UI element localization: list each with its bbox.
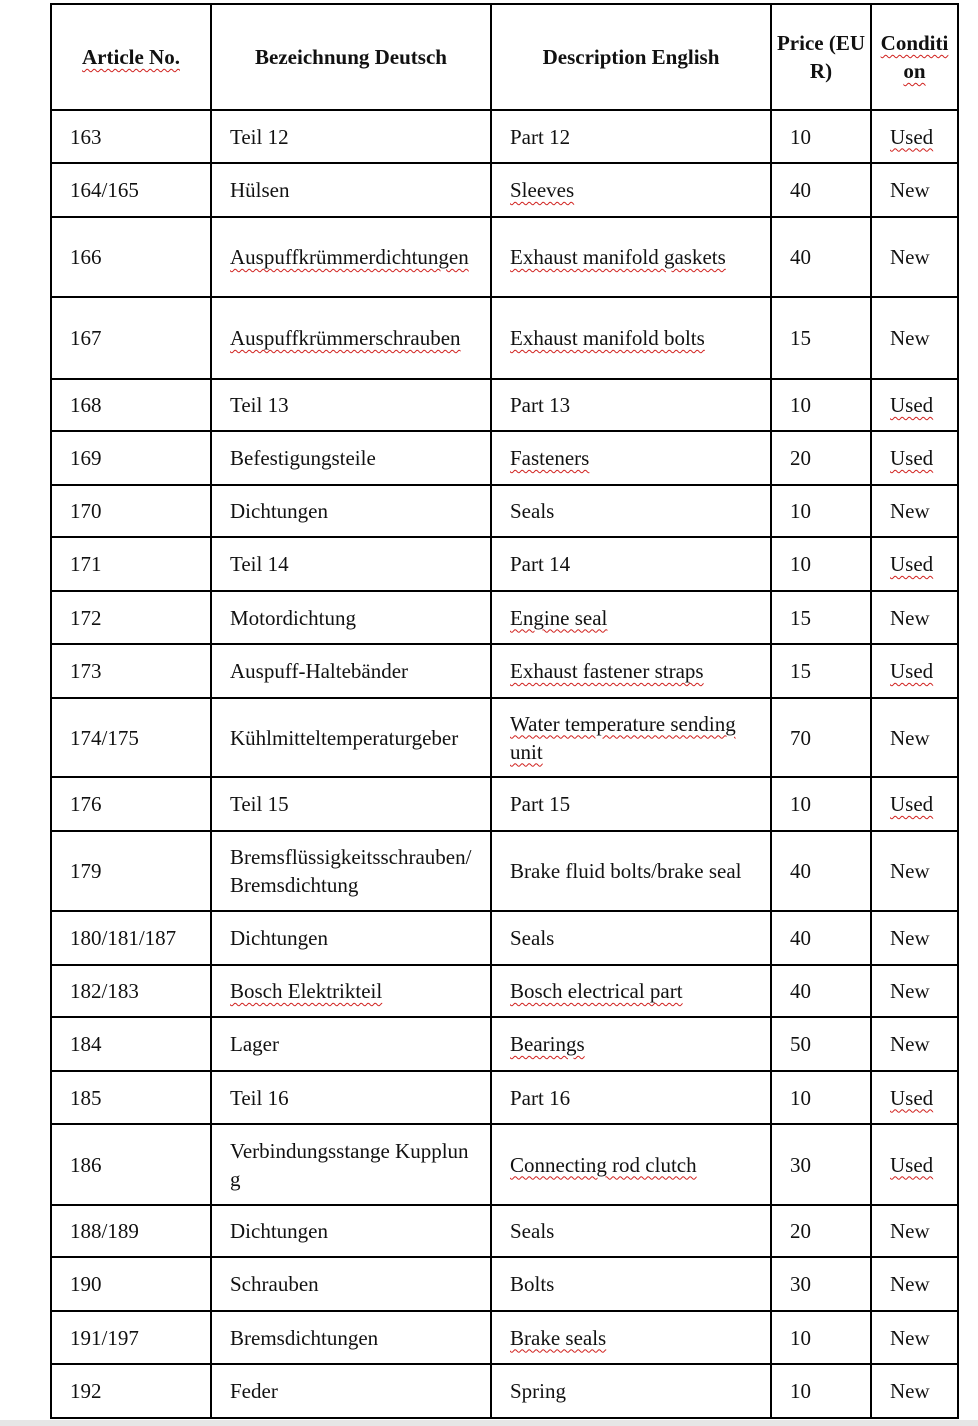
cell-german-description [211,297,491,379]
cell-english-description [491,777,771,831]
cell-price-text: 20 [790,446,811,470]
cell-article-no [51,1124,211,1205]
cell-price-text: 40 [790,178,811,202]
cell-german-description [211,1257,491,1311]
cell-english-description-text: Exhaust fastener straps [510,659,704,683]
cell-german-description-text: Bremsflüssigkeitsschrauben/Bremsdichtung [230,845,472,897]
cell-price [771,1017,871,1071]
cell-english-description [491,163,771,217]
table-row [51,431,958,485]
cell-german-description-text: Feder [230,1379,278,1403]
cell-english-description-text: Seals [510,499,555,523]
table-row [51,777,958,831]
cell-price-text: 10 [790,124,811,149]
cell-german-description [211,379,491,431]
cell-english-description-text: Part 13 [510,393,571,417]
table-header [51,4,958,110]
cell-price-text: 15 [790,605,811,630]
table-body [51,110,958,1418]
cell-condition [871,698,958,777]
cell-condition-text: Used [890,124,934,149]
cell-article-no [51,644,211,698]
cell-article-no-text: 192 [70,1379,102,1403]
cell-english-description-text: Spring [510,1379,567,1403]
cell-article-no [51,217,211,297]
cell-article-no-text: 168 [70,393,102,417]
cell-german-description-text: Bremsdichtungen [230,1325,379,1350]
cell-german-description-text: Verbindungsstange Kupplung [230,1138,469,1191]
table-row [51,297,958,379]
cell-price [771,297,871,379]
cell-condition-text: New [890,926,930,950]
cell-german-description-text: Dichtungen [230,1219,328,1243]
cell-condition-text: New [890,979,930,1003]
cell-condition [871,1124,958,1205]
cell-article-no-text: 190 [70,1272,102,1296]
cell-english-description [491,217,771,297]
cell-english-description [491,1071,771,1124]
cell-article-no-text: 169 [70,446,102,470]
cell-article-no-text: 191/197 [70,1325,139,1350]
cell-english-description [491,379,771,431]
page-bottom-edge [0,1420,978,1426]
cell-article-no-text: 172 [70,605,102,630]
cell-price-text: 70 [790,725,811,750]
cell-article-no-text: 163 [70,124,102,149]
cell-english-description [491,431,771,485]
table-row [51,644,958,698]
cell-price-text: 50 [790,1032,811,1056]
cell-condition-text: New [890,1219,930,1243]
cell-german-description [211,217,491,297]
cell-article-no [51,110,211,163]
cell-german-description [211,1017,491,1071]
cell-english-description [491,1257,771,1311]
cell-article-no-text: 180/181/187 [70,926,177,950]
cell-price-text: 10 [790,1379,811,1403]
cell-english-description-text: Bearings [510,1032,585,1056]
cell-english-description-text: Bolts [510,1272,555,1296]
cell-price [771,485,871,537]
cell-german-description [211,1364,491,1418]
cell-condition [871,1071,958,1124]
cell-article-no-text: 184 [70,1032,102,1056]
cell-price [771,431,871,485]
cell-german-description-text: Motordichtung [230,605,356,630]
cell-price [771,1205,871,1257]
header-condition: Condition [871,4,958,110]
cell-condition-text: New [890,178,930,202]
cell-condition-text: New [890,1272,930,1296]
cell-german-description [211,163,491,217]
cell-english-description [491,1124,771,1205]
cell-condition [871,379,958,431]
cell-article-no [51,537,211,591]
table-row [51,1017,958,1071]
cell-english-description [491,644,771,698]
cell-article-no-text: 179 [70,859,102,883]
header-row [51,4,958,110]
cell-condition [871,591,958,644]
cell-german-description-text: Teil 16 [230,1085,289,1110]
cell-price [771,379,871,431]
cell-condition [871,831,958,911]
cell-condition-text: New [890,1379,930,1403]
table-row [51,163,958,217]
cell-article-no-text: 182/183 [70,979,139,1003]
cell-german-description [211,485,491,537]
cell-price [771,591,871,644]
cell-condition [871,110,958,163]
cell-article-no-text: 186 [70,1152,102,1177]
cell-english-description [491,297,771,379]
cell-condition [871,485,958,537]
cell-german-description [211,777,491,831]
cell-english-description-text: Part 12 [510,124,571,149]
table-row [51,1364,958,1418]
cell-article-no-text: 185 [70,1085,102,1110]
cell-german-description [211,431,491,485]
cell-price-text: 10 [790,552,811,576]
cell-condition [871,1311,958,1364]
cell-article-no-text: 174/175 [70,725,139,750]
cell-article-no [51,698,211,777]
cell-article-no [51,163,211,217]
cell-condition [871,1364,958,1418]
cell-english-description-text: Brake seals [510,1325,607,1350]
table-row [51,965,958,1017]
cell-price-text: 40 [790,859,811,883]
cell-condition-text: Used [890,446,934,470]
cell-article-no [51,1311,211,1364]
cell-german-description-text: Dichtungen [230,926,328,950]
cell-article-no-text: 173 [70,659,102,683]
cell-german-description-text: Auspuffkrümmerschrauben [230,326,461,350]
cell-article-no [51,965,211,1017]
cell-english-description [491,1364,771,1418]
cell-english-description [491,537,771,591]
cell-price-text: 40 [790,979,811,1003]
cell-german-description [211,965,491,1017]
cell-condition-text: Used [890,792,934,816]
cell-german-description [211,831,491,911]
cell-condition [871,217,958,297]
cell-price-text: 10 [790,1085,811,1110]
cell-condition-text: Used [890,552,934,576]
cell-price [771,163,871,217]
cell-price [771,1364,871,1418]
cell-condition-text: New [890,1325,930,1350]
cell-condition-text: New [890,1032,930,1056]
cell-article-no [51,1364,211,1418]
cell-english-description-text: Bosch electrical part [510,979,683,1003]
cell-price-text: 40 [790,245,811,269]
cell-price-text: 15 [790,659,811,683]
table-row [51,217,958,297]
cell-german-description-text: Befestigungsteile [230,446,376,470]
cell-german-description-text: Lager [230,1032,279,1056]
table-row [51,911,958,965]
cell-price [771,644,871,698]
table-row [51,379,958,431]
cell-article-no [51,1017,211,1071]
cell-article-no [51,379,211,431]
cell-condition [871,1205,958,1257]
cell-article-no-text: 167 [70,326,102,350]
cell-article-no [51,431,211,485]
table-row [51,591,958,644]
cell-price [771,965,871,1017]
cell-article-no [51,297,211,379]
cell-condition-text: New [890,245,930,269]
cell-english-description [491,831,771,911]
cell-german-description-text: Schrauben [230,1272,319,1296]
table-row [51,485,958,537]
cell-price-text: 10 [790,499,811,523]
cell-article-no [51,777,211,831]
table-row [51,110,958,163]
cell-condition [871,911,958,965]
cell-english-description [491,591,771,644]
cell-article-no [51,591,211,644]
cell-german-description-text: Kühlmitteltemperaturgeber [230,725,459,750]
cell-german-description-text: Teil 12 [230,124,289,149]
table-row [51,1124,958,1205]
cell-english-description-text: Fasteners [510,446,590,470]
cell-english-description [491,1017,771,1071]
cell-german-description-text: Teil 15 [230,792,289,816]
table-row [51,831,958,911]
cell-price [771,831,871,911]
cell-condition [871,163,958,217]
cell-condition [871,1257,958,1311]
cell-article-no [51,1205,211,1257]
cell-article-no [51,911,211,965]
cell-article-no [51,1257,211,1311]
cell-price-text: 30 [790,1152,811,1177]
table-row [51,698,958,777]
cell-english-description-text: Seals [510,1219,555,1243]
cell-condition-text: Used [890,1152,934,1177]
table-row [51,1205,958,1257]
cell-english-description [491,911,771,965]
cell-price-text: 30 [790,1272,811,1296]
cell-condition [871,777,958,831]
cell-article-no-text: 164/165 [70,178,139,202]
cell-condition-text: Used [890,659,934,683]
cell-german-description [211,698,491,777]
table-row [51,1311,958,1364]
cell-condition-text: Used [890,1085,934,1110]
cell-condition-text: New [890,605,930,630]
cell-article-no [51,485,211,537]
cell-condition-text: New [890,725,930,750]
cell-english-description-text: Exhaust manifold bolts [510,326,705,350]
cell-english-description-text: Exhaust manifold gaskets [510,245,726,269]
cell-german-description-text: Auspuff-Haltebänder [230,659,409,683]
cell-english-description [491,485,771,537]
cell-price-text: 15 [790,326,811,350]
parts-table [50,3,959,1419]
cell-condition-text: Used [890,393,934,417]
cell-price [771,537,871,591]
cell-price-text: 20 [790,1219,811,1243]
cell-article-no-text: 166 [70,245,102,269]
cell-german-description [211,1124,491,1205]
cell-article-no [51,1071,211,1124]
cell-condition [871,297,958,379]
cell-german-description [211,110,491,163]
cell-price [771,1071,871,1124]
cell-condition [871,644,958,698]
cell-condition-text: New [890,326,930,350]
cell-german-description-text: Teil 14 [230,552,289,576]
cell-german-description-text: Auspuffkrümmerdichtungen [230,245,469,269]
cell-english-description [491,698,771,777]
cell-german-description [211,591,491,644]
cell-english-description-text: Seals [510,926,555,950]
cell-price-text: 10 [790,1325,811,1350]
cell-condition [871,1017,958,1071]
cell-price [771,1257,871,1311]
cell-price [771,698,871,777]
cell-english-description [491,965,771,1017]
header-english-description: Description English [491,4,771,110]
cell-condition [871,431,958,485]
cell-price-text: 40 [790,926,811,950]
header-article-no: Article No. [51,4,211,110]
cell-german-description [211,644,491,698]
cell-german-description [211,911,491,965]
cell-german-description [211,537,491,591]
cell-english-description-text: Brake fluid bolts/brake seal [510,859,742,883]
cell-german-description-text: Hülsen [230,178,290,202]
cell-condition [871,965,958,1017]
cell-article-no [51,831,211,911]
cell-article-no-text: 188/189 [70,1219,139,1243]
cell-price [771,1124,871,1205]
header-price: Price (EUR) [771,4,871,110]
header-german-description: Bezeichnung Deutsch [211,4,491,110]
cell-condition-text: New [890,499,930,523]
cell-article-no-text: 170 [70,499,102,523]
cell-german-description-text: Teil 13 [230,393,289,417]
cell-article-no-text: 176 [70,792,102,816]
cell-price [771,911,871,965]
cell-english-description-text: Part 15 [510,792,571,816]
cell-english-description [491,110,771,163]
cell-german-description-text: Bosch Elektrikteil [230,979,383,1003]
cell-price [771,217,871,297]
cell-english-description-text: Connecting rod clutch [510,1152,697,1177]
cell-price [771,777,871,831]
cell-english-description-text: Part 14 [510,552,571,576]
table-row [51,1071,958,1124]
cell-english-description-text: Water temperature sending unit [510,711,736,764]
cell-german-description-text: Dichtungen [230,499,328,523]
cell-english-description-text: Sleeves [510,178,575,202]
cell-condition [871,537,958,591]
cell-german-description [211,1071,491,1124]
table-row [51,537,958,591]
cell-price [771,110,871,163]
cell-english-description-text: Engine seal [510,605,608,630]
table-row [51,1257,958,1311]
cell-price [771,1311,871,1364]
cell-english-description-text: Part 16 [510,1085,571,1110]
cell-english-description [491,1311,771,1364]
cell-condition-text: New [890,859,930,883]
cell-german-description [211,1311,491,1364]
cell-german-description [211,1205,491,1257]
cell-price-text: 10 [790,792,811,816]
cell-english-description [491,1205,771,1257]
cell-article-no-text: 171 [70,552,102,576]
cell-price-text: 10 [790,393,811,417]
